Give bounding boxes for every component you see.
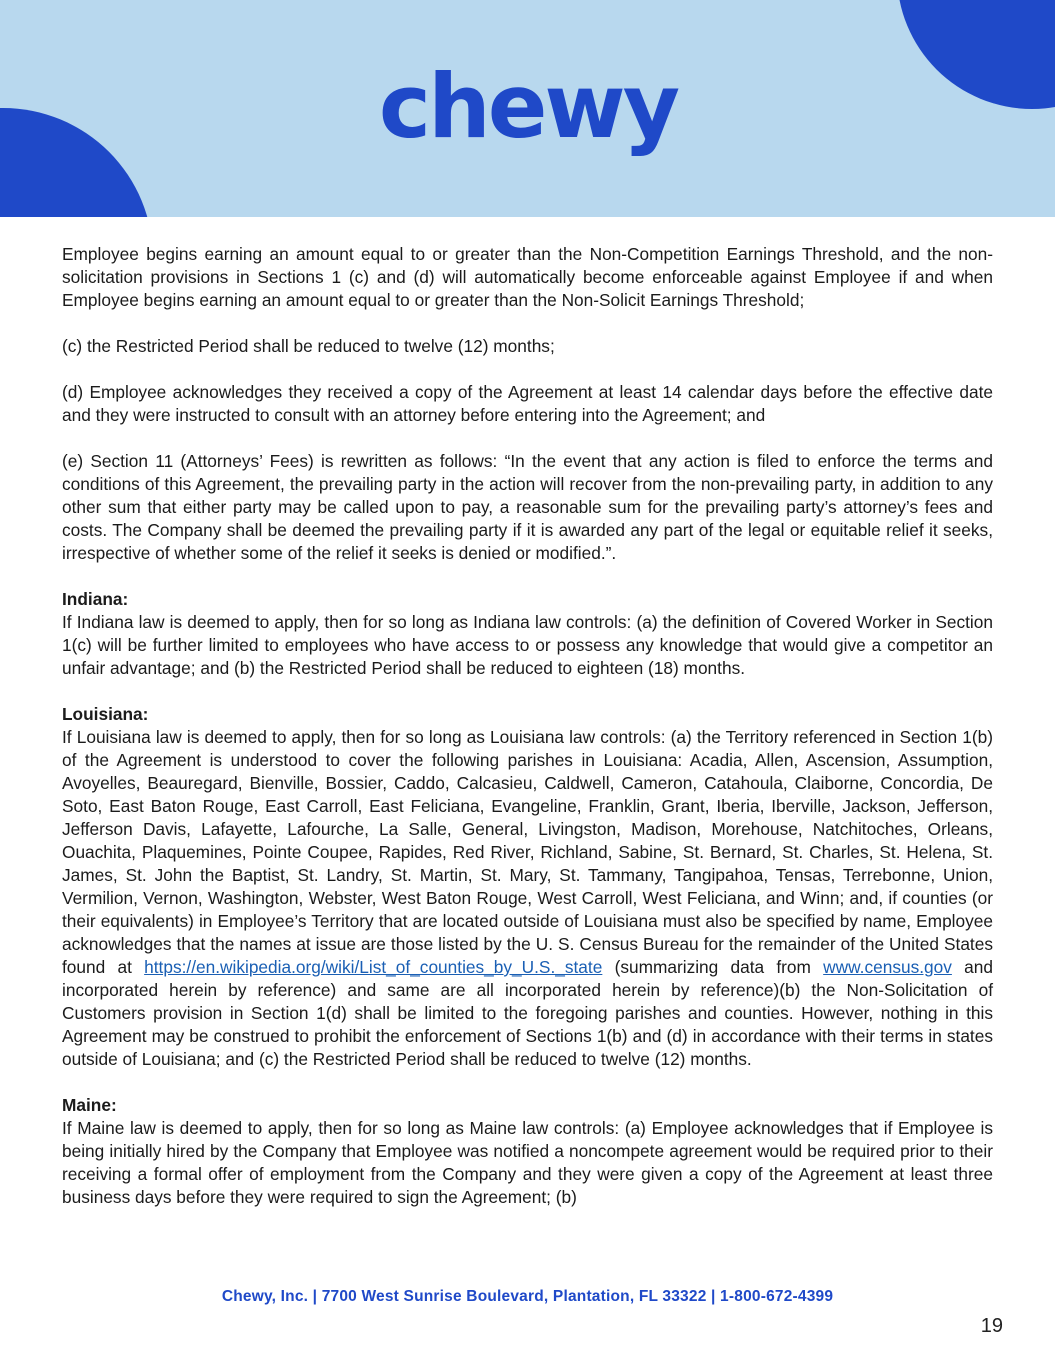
wikipedia-counties-link[interactable]: https://en.wikipedia.org/wiki/List_of_counties_by_U.S._state — [144, 957, 603, 977]
indiana-heading: Indiana: — [62, 589, 129, 609]
maine-paragraph: If Maine law is deemed to apply, then for so long as Maine law controls: (a) Employee acknowledges that if Employee is being initially hired by the Company that Employee was notified a noncompete agreement would be required prior to their receiving a formal offer of employment from the Company and they were given a copy of the Agreement at least three business days before they were required to sign the Agreement; (b) — [62, 1118, 993, 1207]
louisiana-paragraph — [62, 726, 993, 1071]
indiana-paragraph: If Indiana law is deemed to apply, then for so long as Indiana law controls: (a) the definition of Covered Worker in Section 1(c) will be further limited to employees who have access to or possess any knowledge that would give a competitor an unfair advantage; and (b) the Restricted Period shall be reduced to eighteen (18) months. — [62, 612, 993, 678]
paragraph-continuation: Employee begins earning an amount equal to or greater than the Non-Competition Earnings Threshold, and the non-solicitation provisions in Sections 1 (c) and (d) will automatically become enforceable against Employee if and when Employee begins earning an amount equal to or greater than the Non-Solicit Earnings Threshold; — [62, 244, 993, 310]
page-header — [0, 0, 1055, 217]
maine-heading: Maine: — [62, 1095, 117, 1115]
decorative-circle-right — [897, 0, 1055, 109]
page-footer: Chewy, Inc. | 7700 West Sunrise Boulevard, Plantation, FL 33322 | 1-800-672-4399 — [221, 1288, 834, 1305]
chewy-logo: chewy — [378, 55, 678, 158]
document-body — [62, 243, 993, 1232]
paragraph-clause-e: (e) Section 11 (Attorneys’ Fees) is rewritten as follows: “In the event that any action is filed to enforce the terms and conditions of this Agreement, the prevailing party in the action will recover from the non-prevailing party, in addition to any other sum that either party may be called upon to pay, a reasonable sum for the prevailing party’s attorney’s fees and costs. The Company shall be deemed the prevailing party if it is awarded any part of the legal or equitable relief it seeks, irrespective of whether some of the relief it seeks is denied or modified.”. — [62, 451, 993, 563]
page-number: 19 — [980, 1315, 1003, 1337]
louisiana-text-part-1: If Louisiana law is deemed to apply, then for so long as Louisiana law controls: (a) the Territory referenced in Section 1(b) of the Agreement is understood to cover the following parishes in Louisiana: Acadia, Allen, Ascension, Assumption, Avoyelles, Beauregard, Bienville, Bossier, Caddo, Calcasieu, Caldwell, Cameron, Catahoula, Claiborne, Concordia, De Soto, East Baton Rouge, East Carroll, East Feliciana, Evangeline, Franklin, Grant, Iberia, Iberville, Jackson, Jefferson, Jefferson Davis, Lafayette, Lafourche, La Salle, General, Livingston, Madison, Morehouse, Natchitoches, Orleans, Ouachita, Plaquemines, Pointe Coupee, Rapides, Red River, Richland, Sabine, St. Bernard, St. Charles, St. Helena, St. James, St. John the Baptist, St. Landry, St. Martin, St. Mary, St. Tammany, Tangipahoa, Tensas, Terrebonne, Union, Vermilion, Vernon, Washington, Webster, West Baton Rouge, West Carroll, West Feliciana, and Winn; and, if counties (or their equivalents) in Employee’s Territory that are located outside of Louisiana must also be specified by name, Employee acknowledges that the names at issue are those listed by the U. S. Census Bureau for the remainder of the United States found at — [62, 727, 993, 977]
decorative-circle-left — [0, 108, 153, 217]
census-gov-link[interactable]: www.census.gov — [823, 957, 952, 977]
paragraph-clause-d: (d) Employee acknowledges they received a copy of the Agreement at least 14 calendar days before the effective date and they were instructed to consult with an attorney before entering into the Agreement; and — [62, 382, 993, 425]
louisiana-text-part-2: (summarizing data from — [614, 957, 811, 977]
louisiana-heading: Louisiana: — [62, 704, 149, 724]
paragraph-clause-c: (c) the Restricted Period shall be reduced to twelve (12) months; — [62, 336, 555, 356]
louisiana-text-part-3: and incorporated herein by reference) and same are all incorporated herein by reference)(b) the Non-Solicitation of Customers provision in Section 1(d) shall be limited to the foregoing parishes and counties. However, nothing in this Agreement may be construed to prohibit the enforcement of Sections 1(b) and (d) in accordance with their terms in states outside of Louisiana; and (c) the Restricted Period shall be reduced to twelve (12) months. — [62, 957, 993, 1069]
